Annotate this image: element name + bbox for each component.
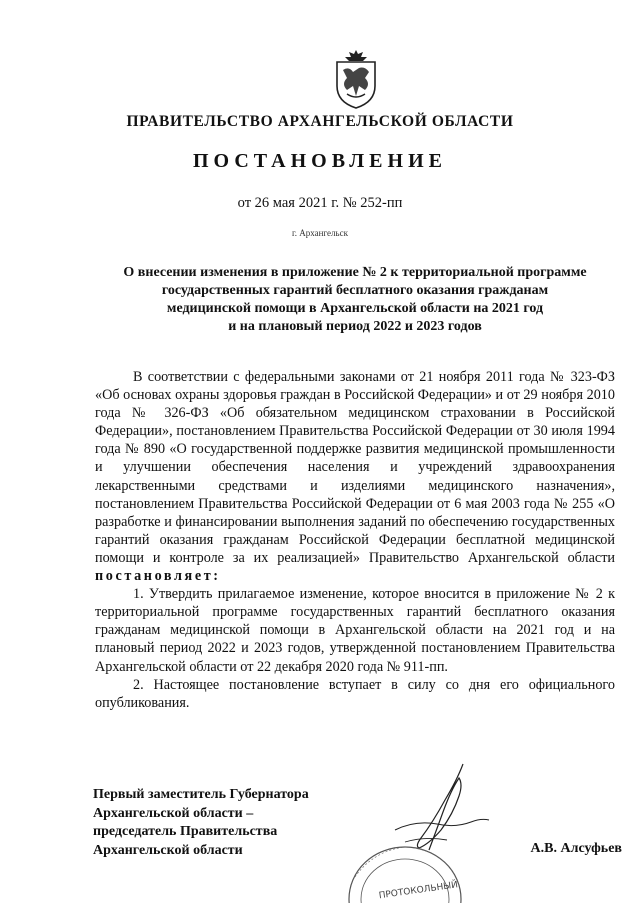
signatory-title-line: Первый заместитель Губернатора [93, 787, 309, 802]
signatory-title-line: Архангельской области [93, 842, 243, 858]
round-stamp-icon [343, 837, 463, 903]
document-place: г. Архангельск [292, 228, 348, 238]
decree-word: постановляет [95, 568, 214, 585]
document-subject [95, 264, 615, 336]
signer-name: А.В. Алсуфьев [530, 841, 622, 856]
preamble-text: В соответствии с федеральными законами от 21 ноября 2011 года № 323-ФЗ «Об основах охраны здоровья граждан в Российской Федерации» и от 29 ноября 2010 года № 326-ФЗ «Об обязательном медицинском страховании в Российской Федерации», постановлением Правительства Российской Федерации от 30 июля 1994 года № 890 «О государственной поддержке развития медицинской промышленности и улучшении обеспечения населения и учреждений здравоохранения лекарственными средствами и изделиями медицинского назначения», постановлением Правительства Российской Федерации от 6 мая 2003 года № 255 «О разработке и финансировании выполнения заданий по обеспечению государственных гарантий оказания гражданам Российской Федерации бесплатной медицинской помощи и контроле за их реализацией» Правительство Архангельской области [95, 369, 615, 566]
signatory-title-line: председатель Правительства [93, 824, 278, 839]
document-body [95, 368, 615, 712]
government-title: ПРАВИТЕЛЬСТВО АРХАНГЕЛЬСКОЙ ОБЛАСТИ [126, 113, 514, 130]
item-1-paragraph: 1. Утвердить прилагаемое изменение, которое вносится в приложение № 2 к территориальной программе государственных гарантий бесплатного оказания гражданам медицинской помощи в Архангельской области на 2021 год и на плановый период 2022 и 2023 годов, утвержденной постановлением Правительства Архангельской области от 22 декабря 2020 года № 911-пп. [95, 586, 615, 675]
subject-line: О внесении изменения в приложение № 2 к территориальной программе [123, 265, 587, 280]
coat-of-arms-icon [329, 48, 383, 110]
subject-line: медицинской помощи в Архангельской области на 2021 год [166, 301, 544, 316]
signatory-title-line: Архангельской области – [93, 805, 254, 821]
preamble-paragraph [95, 368, 615, 585]
document-type: ПОСТАНОВЛЕНИЕ [193, 150, 447, 172]
document-date-number: от 26 мая 2021 г. № 252-пп [237, 195, 403, 211]
signatory-title [93, 786, 373, 860]
subject-line: государственных гарантий бесплатного оказания гражданам [161, 283, 549, 298]
decree-colon: : [213, 568, 219, 585]
item-2-paragraph: 2. Настоящее постановление вступает в силу со дня его официального опубликования. [95, 676, 615, 711]
subject-line: и на плановый период 2022 и 2023 годов [228, 319, 482, 334]
stamp-text: ПРОТОКОЛЬНЫЙ [378, 880, 459, 902]
